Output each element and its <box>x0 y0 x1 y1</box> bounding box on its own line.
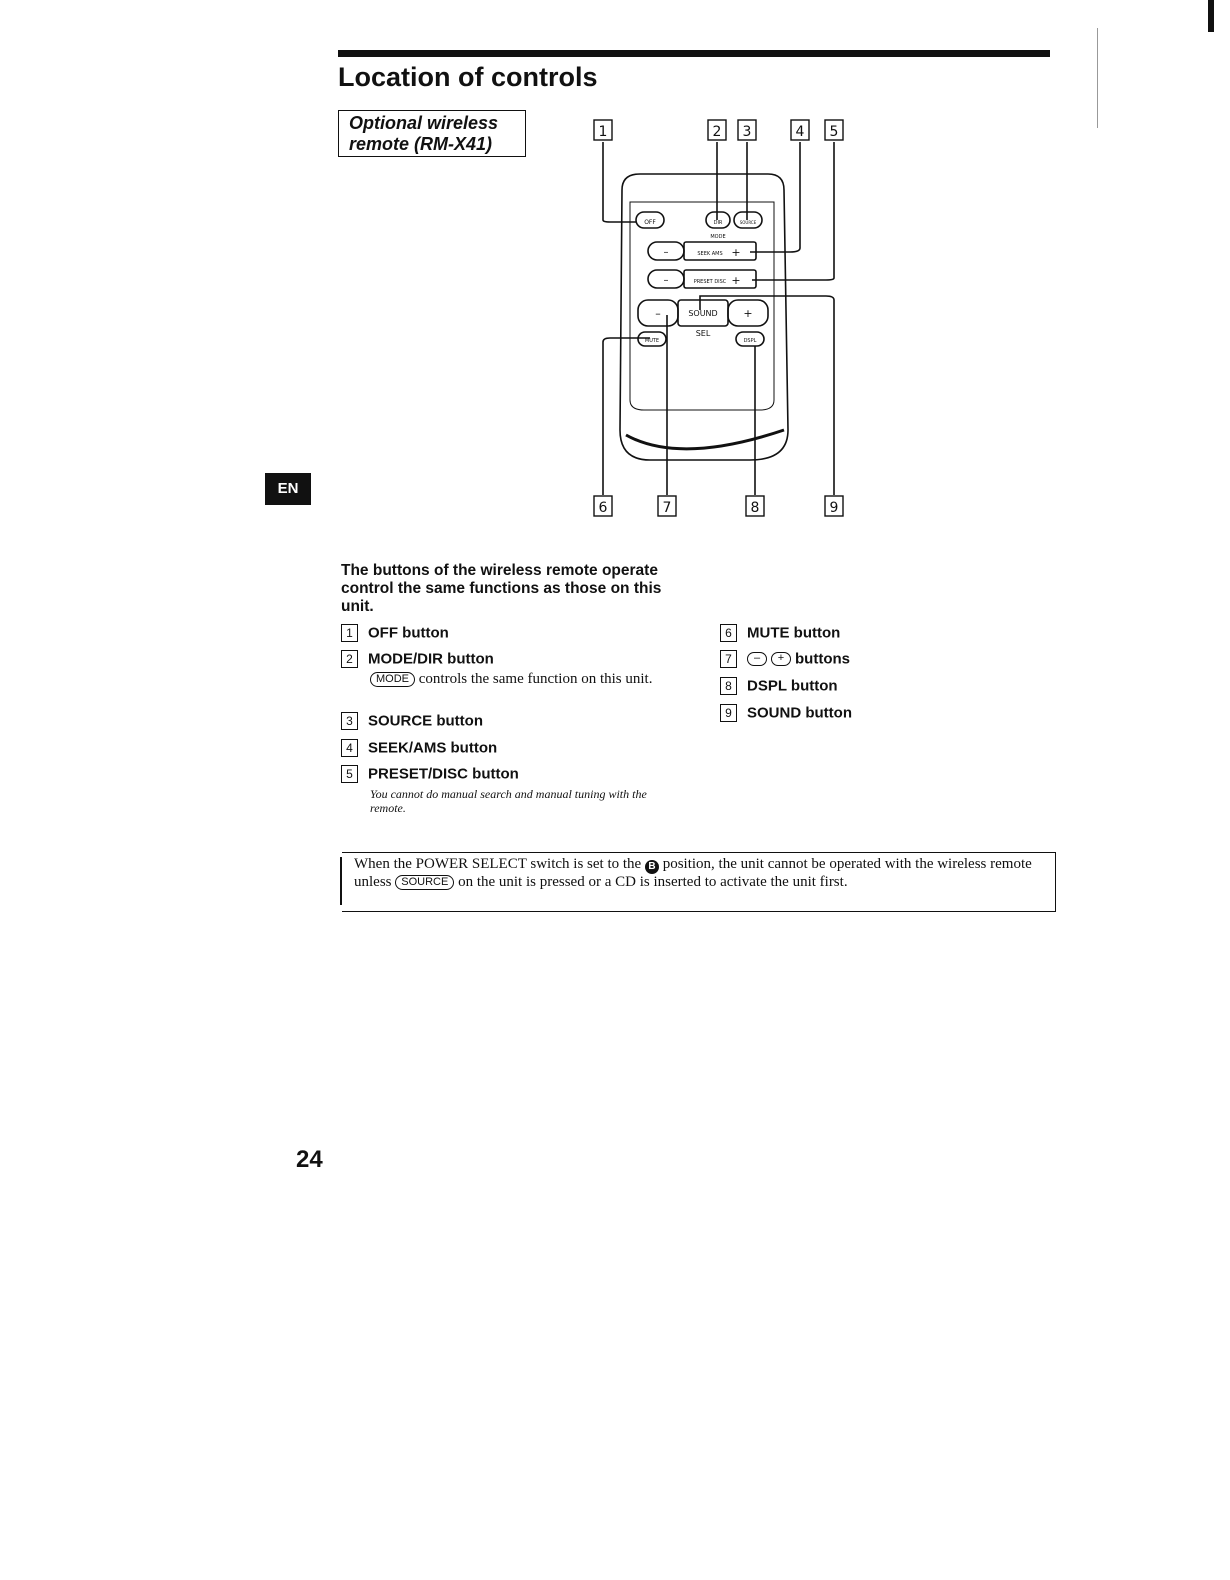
callout-1: 1 <box>598 124 608 140</box>
item-label: MODE/DIR button <box>368 650 494 668</box>
item-number: 2 <box>341 650 358 668</box>
remote-base-shadow <box>626 430 784 449</box>
remote-label-seek-plus: + <box>731 246 741 259</box>
remote-label-preset: PRESET DISC <box>693 279 727 285</box>
callout-6: 6 <box>598 500 608 516</box>
leader-line-6 <box>603 338 650 495</box>
mode-key-icon: MODE <box>370 672 415 687</box>
remote-label-vol-plus: + <box>743 307 753 320</box>
remote-label-dspl: DSPL <box>743 338 757 344</box>
remote-label-seek: SEEK AMS <box>697 251 723 257</box>
callout-2: 2 <box>712 124 722 140</box>
page-title: Location of controls <box>338 62 598 92</box>
remote-label-sound: SOUND <box>688 309 718 318</box>
callout-8: 8 <box>750 500 760 516</box>
remote-label-dir: DIR <box>713 220 723 226</box>
preset-note: You cannot do manual search and manual tuning with the remote. <box>370 787 647 815</box>
item-number: 3 <box>341 712 358 730</box>
remote-label-off: OFF <box>644 219 656 226</box>
minus-key-icon: – <box>747 652 767 666</box>
margin-line <box>1097 28 1098 128</box>
remote-inner <box>630 202 774 410</box>
note-marker <box>340 857 342 905</box>
list-item-off <box>341 624 449 642</box>
item-number: 5 <box>341 765 358 783</box>
item-number: 1 <box>341 624 358 642</box>
list-item-dspl <box>720 677 838 695</box>
list-item-volume <box>720 650 850 668</box>
item-number: 8 <box>720 677 737 695</box>
remote-label-source: SOURCE <box>739 220 757 225</box>
list-item-sound <box>720 704 852 722</box>
plus-key-icon: + <box>771 652 791 666</box>
callout-9: 9 <box>829 500 839 516</box>
list-item-seek-ams <box>341 739 497 757</box>
remote-label-mode: MODE <box>710 234 726 240</box>
note-text-3: on the unit is pressed or a CD is inserted to activate the unit first. <box>454 874 848 890</box>
margin-mark <box>1208 0 1214 32</box>
item-label: SOUND button <box>747 704 852 722</box>
item-number: 7 <box>720 650 737 668</box>
callout-5: 5 <box>829 124 839 140</box>
callout-4: 4 <box>795 124 805 140</box>
note-text-2: position, the unit cannot be operated with the wireless remote unless <box>354 856 1032 890</box>
note-text-1: When the POWER SELECT switch is set to the <box>354 856 645 872</box>
remote-illustration <box>560 110 880 530</box>
title-rule <box>338 50 1050 57</box>
note-box <box>342 852 1056 912</box>
leader-line-4 <box>750 142 800 252</box>
item-number: 9 <box>720 704 737 722</box>
item-label: PRESET/DISC button <box>368 765 519 783</box>
item-label: SOURCE button <box>368 712 483 730</box>
item-label: DSPL button <box>747 677 838 695</box>
callout-3: 3 <box>742 124 752 140</box>
item-number: 4 <box>341 739 358 757</box>
item-label: SEEK/AMS button <box>368 739 498 757</box>
remote-label-preset-plus: + <box>731 274 741 287</box>
remote-label-sel: SEL <box>695 329 711 338</box>
callout-7: 7 <box>662 500 672 516</box>
list-item-mute <box>720 624 840 642</box>
remote-label-vol-minus: – <box>655 307 661 320</box>
source-key-icon: SOURCE <box>395 875 454 890</box>
item-label: MUTE button <box>747 624 841 642</box>
remote-label-preset-minus: – <box>663 275 669 286</box>
item-label: OFF button <box>368 624 449 642</box>
list-item-preset-disc <box>341 765 647 815</box>
position-b-icon: B <box>645 860 659 874</box>
page-number: 24 <box>296 1146 323 1173</box>
section-tab-en: EN <box>265 473 311 505</box>
leader-line-1 <box>603 142 636 222</box>
subtitle-box <box>338 110 526 157</box>
subtitle-line-1: Optional wireless <box>349 113 499 133</box>
subtitle-line-2: remote (RM-X41) <box>349 134 493 154</box>
remote-label-mute: MUTE <box>644 338 660 344</box>
list-item-source <box>341 712 483 730</box>
list-item-mode-dir <box>341 650 653 687</box>
intro-text: The buttons of the wireless remote operate control the same functions as those on this unit. <box>341 562 662 615</box>
item-label: buttons <box>795 650 850 668</box>
remote-label-seek-minus: – <box>663 247 669 258</box>
leader-line-5 <box>752 142 834 280</box>
mode-note <box>370 670 680 688</box>
item-number: 6 <box>720 624 737 642</box>
mode-note-text: controls the same function on this unit. <box>415 671 653 687</box>
